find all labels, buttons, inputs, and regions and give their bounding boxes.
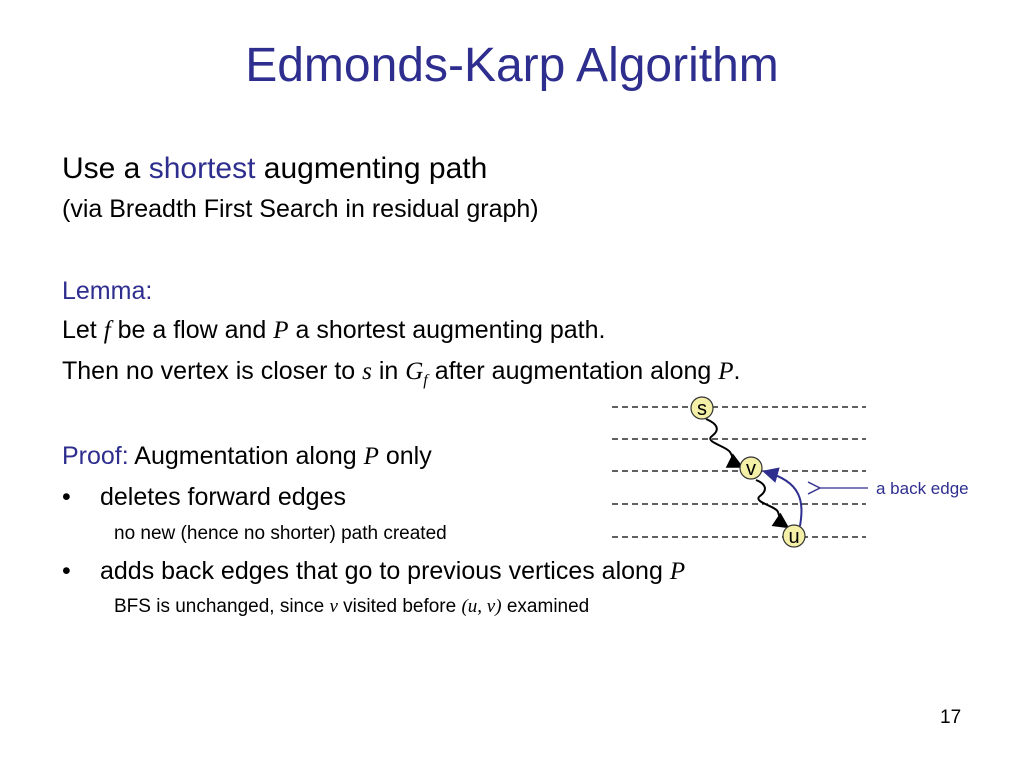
path-edge-v-u	[756, 480, 786, 526]
path-edge-s-v	[706, 419, 740, 466]
intro-post: augmenting path	[255, 152, 488, 185]
page-number: 17	[940, 707, 962, 728]
slide-title: Edmonds-Karp Algorithm	[245, 39, 779, 92]
bullet-2-text	[100, 557, 685, 586]
math-v: v	[329, 596, 338, 617]
bullet-2-text-a: adds back edges that go to previous vertices along	[100, 557, 670, 585]
intro-line-2: (via Breadth First Search in residual graph)	[62, 195, 539, 223]
math-G-subscript: f	[423, 372, 428, 389]
proof-text-a: Augmentation along	[128, 442, 364, 470]
bullet-1-text: deletes forward edges	[100, 483, 346, 511]
back-edge-u-v	[766, 472, 801, 526]
bullet-2-sub-a: BFS is unchanged, since	[114, 596, 330, 617]
lemma-l1-b: be a flow and	[110, 316, 274, 344]
math-P: P	[669, 558, 686, 585]
lemma-l1-a: Let	[62, 316, 104, 344]
math-P: P	[363, 443, 379, 470]
lemma-l1-c: a shortest augmenting path.	[288, 316, 606, 344]
node-v	[740, 457, 762, 480]
node-s-label: s	[697, 398, 707, 420]
bullet-1-sub: no new (hence no shorter) path created	[114, 523, 447, 544]
lemma-l2-d: .	[733, 357, 741, 385]
proof-text-b: only	[378, 442, 432, 470]
node-u-label: u	[788, 526, 800, 548]
bullet-2-sub-b: visited before	[337, 596, 462, 617]
bfs-layer-diagram	[600, 390, 1000, 560]
lemma-heading: Lemma:	[62, 277, 153, 305]
lemma-l2-a: Then no vertex is closer to	[62, 357, 363, 385]
bullet-1-symbol: •	[62, 483, 71, 511]
lemma-l2-b: in	[371, 357, 406, 385]
bullet-2-sub	[114, 596, 589, 618]
math-P: P	[273, 317, 289, 344]
node-u	[783, 525, 805, 548]
intro-line-1	[62, 152, 487, 186]
layer-lines	[612, 407, 866, 537]
math-uv: (u, v)	[461, 596, 502, 617]
math-G: G	[405, 358, 424, 385]
proof-line	[62, 442, 432, 471]
bullet-2-symbol: •	[62, 557, 71, 585]
lemma-l2-c: after augmentation along	[427, 357, 719, 385]
bullet-2-sub-c: examined	[501, 596, 590, 617]
math-f: f	[103, 317, 111, 344]
node-v-label: v	[746, 458, 756, 480]
math-s: s	[362, 358, 372, 385]
math-P: P	[718, 358, 734, 385]
annotation-label: a back edge	[876, 479, 969, 498]
node-s	[691, 397, 713, 420]
lemma-line-1	[62, 316, 605, 345]
proof-heading: Proof:	[62, 442, 129, 470]
lemma-line-2	[62, 357, 740, 390]
intro-accent: shortest	[148, 152, 256, 185]
intro-pre: Use a	[62, 152, 149, 185]
